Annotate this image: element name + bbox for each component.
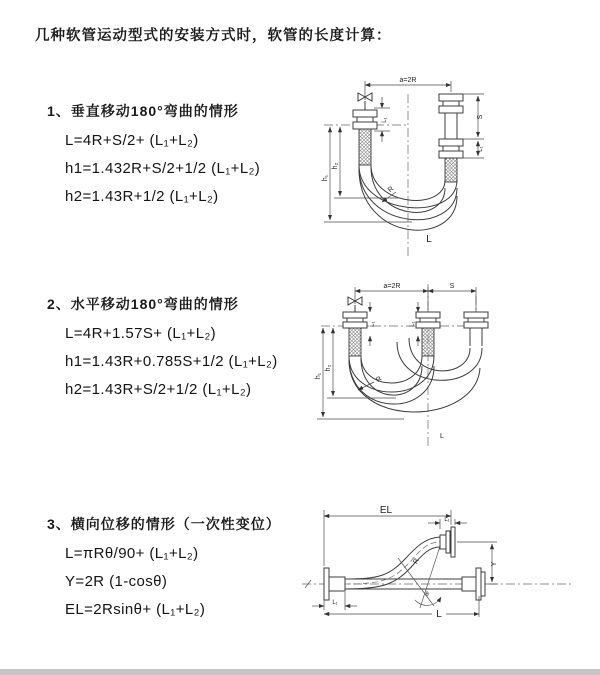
section-horizontal-180 bbox=[47, 294, 278, 398]
displaced-flange-assembly bbox=[440, 527, 455, 557]
dim-label-l: L bbox=[436, 609, 442, 620]
page-bottom-edge bbox=[0, 669, 600, 675]
dim-label-l1: L₁ bbox=[370, 321, 376, 327]
dim-label-a2r: a=2R bbox=[383, 283, 401, 290]
braided-hose-section bbox=[445, 158, 457, 182]
dim-label-y: Y bbox=[491, 561, 498, 567]
section-2-heading: 2、水平移动180°弯曲的情形 bbox=[47, 296, 239, 312]
radius-label: R bbox=[386, 185, 396, 195]
dim-label-s: S bbox=[477, 114, 484, 120]
formula-line: h2=1.43R+1/2 (L₁+L₂) bbox=[65, 188, 219, 205]
right-flange-assembly bbox=[462, 568, 485, 600]
dim-label-el: EL bbox=[379, 505, 393, 516]
length-label: L bbox=[440, 433, 444, 440]
length-label: L bbox=[426, 234, 432, 245]
section-lateral-displacement bbox=[47, 514, 281, 618]
dim-l bbox=[324, 596, 479, 620]
hose-displaced-position bbox=[345, 537, 440, 589]
formula-line: L=4R+S/2+ (L₁+L₂) bbox=[65, 132, 199, 149]
section-1-heading: 1、垂直移动180°弯曲的情形 bbox=[47, 103, 239, 119]
radius-label: R bbox=[375, 375, 384, 385]
dim-s-right bbox=[458, 94, 484, 158]
angle-label: θ bbox=[425, 592, 429, 598]
dim-label-h2: h₂ bbox=[325, 364, 332, 372]
braided-hose-section bbox=[422, 328, 434, 356]
dim-l1-a bbox=[370, 302, 376, 346]
diagram-lateral-displacement bbox=[294, 496, 594, 646]
dim-l1-top bbox=[428, 517, 467, 529]
dim-label-a2r: a=2R bbox=[399, 77, 417, 84]
right-flange-upper-position bbox=[439, 94, 463, 139]
dim-label-l1: L₁ bbox=[410, 321, 416, 327]
dim-l1-left bbox=[374, 97, 390, 142]
diagram-horizontal-180-bend bbox=[308, 276, 598, 461]
formula-line: h1=1.432R+S/2+1/2 (L₁+L₂) bbox=[65, 160, 261, 177]
braided-hose-section bbox=[359, 129, 371, 165]
left-flange-assembly bbox=[324, 568, 345, 600]
left-flange-assembly bbox=[343, 312, 367, 356]
right-flange-lower-position bbox=[439, 139, 463, 182]
section-vertical-180 bbox=[47, 101, 260, 205]
radius-label: R bbox=[412, 557, 421, 566]
formula-line: L=4R+1.57S+ (L₁+L₂) bbox=[65, 325, 217, 342]
page-title: 几种软管运动型式的安装方式时，软管的长度计算： bbox=[35, 28, 392, 44]
diagram-vertical-180-bend bbox=[308, 70, 598, 260]
section-3-heading: 3、横向位移的情形（一次性变位） bbox=[47, 516, 281, 532]
dim-label-h1: h₁ bbox=[315, 372, 322, 380]
dim-label-l1: L₁ bbox=[444, 517, 450, 523]
right-flange-assembly bbox=[464, 312, 488, 346]
dim-label-h1: h₁ bbox=[322, 174, 329, 182]
braided-hose-section bbox=[349, 328, 361, 356]
left-flange-assembly bbox=[353, 110, 377, 165]
middle-flange-assembly bbox=[416, 312, 440, 356]
dim-label-l1: L₁ bbox=[332, 600, 338, 606]
formula-line: L=πRθ/90+ (L₁+L₂) bbox=[65, 545, 199, 562]
dim-label-l1: L₁ bbox=[382, 117, 388, 123]
formula-line: Y=2R (1-cosθ) bbox=[65, 573, 168, 590]
dim-label-l1: L₁ bbox=[478, 146, 484, 152]
dim-label-s: S bbox=[449, 283, 455, 290]
formula-line: h1=1.43R+0.785S+1/2 (L₁+L₂) bbox=[65, 353, 278, 370]
formula-line: h2=1.43R+S/2+1/2 (L₁+L₂) bbox=[65, 381, 252, 398]
hose-bend-arcs bbox=[349, 338, 482, 412]
dim-l1-bottom bbox=[312, 592, 357, 610]
dim-label-h2: h₂ bbox=[332, 162, 339, 170]
formula-line: EL=2Rsinθ+ (L₁+L₂) bbox=[65, 601, 206, 618]
